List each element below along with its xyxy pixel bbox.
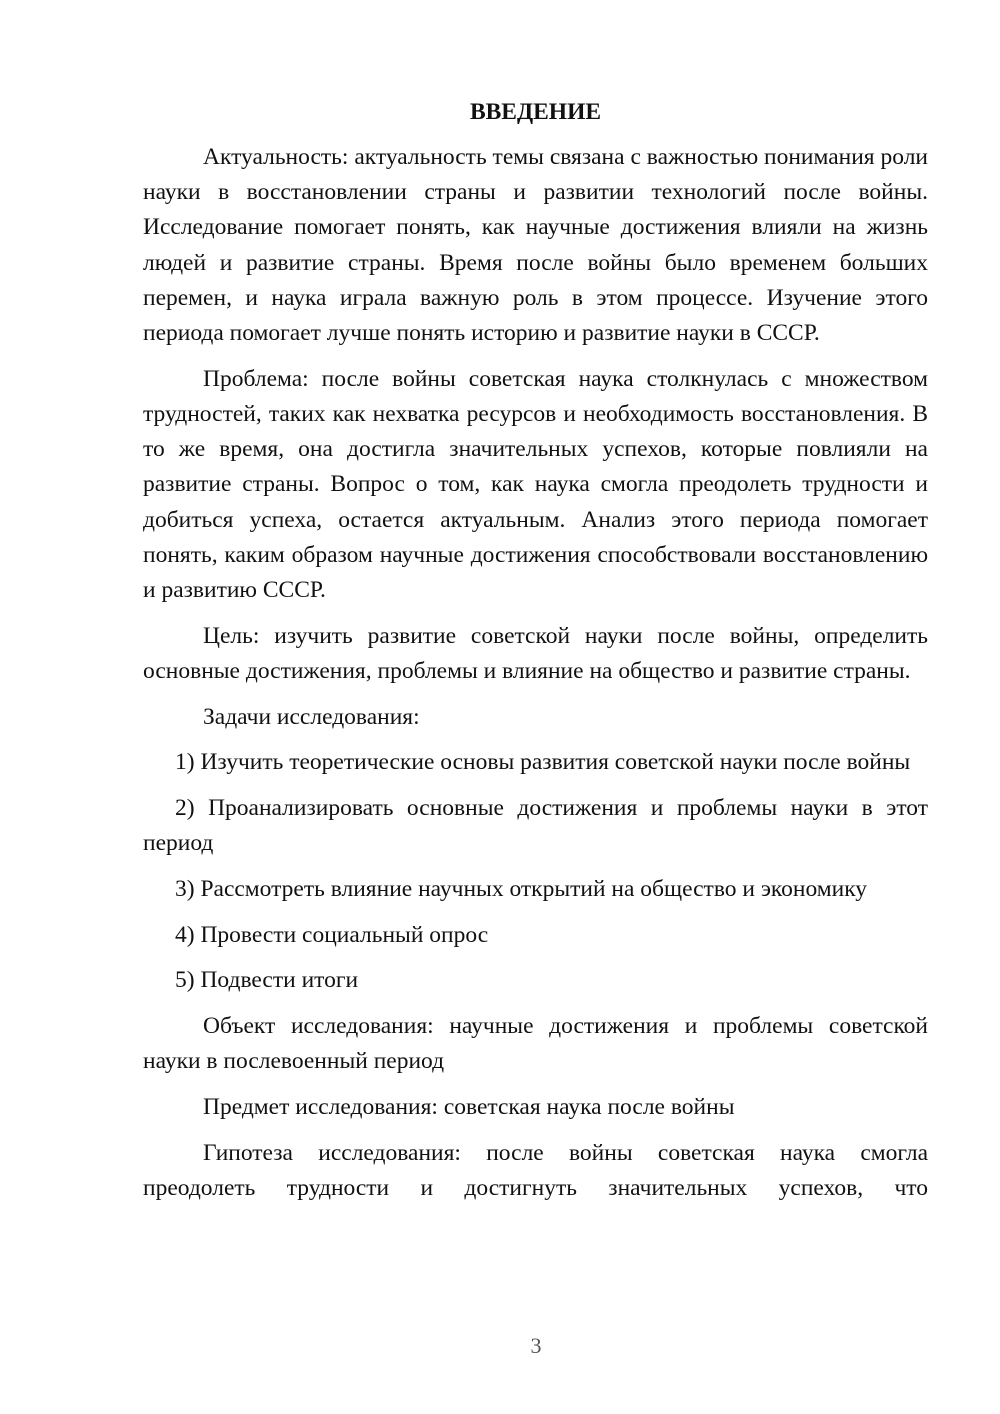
problem-paragraph: Проблема: после войны советская наука столкнулась с множеством трудностей, таких как нехватка ресурсов и необходимость восстановления. В то же время, она достигла значительных успехов, которые повлияли на развитие страны. Вопрос о том, как наука смогла преодолеть трудности и добиться успеха, остается актуальным. Анализ этого периода помогает понять, каким образом научные достижения способствовали восстановлению и развитию СССР.: [143, 365, 928, 603]
tasks-heading: Задачи исследования:: [203, 703, 420, 730]
goal-paragraph: Цель: изучить развитие советской науки после войны, определить основные достижения, проблемы и влияние на общество и развитие страны.: [143, 622, 928, 684]
task-item-1: 1) Изучить теоретические основы развития советской науки после войны: [175, 749, 911, 776]
subject-paragraph: Предмет исследования: советская наука после войны: [203, 1093, 735, 1120]
task-item-3: 3) Рассмотреть влияние научных открытий на общество и экономику: [175, 875, 868, 902]
task-item-4: 4) Провести социальный опрос: [175, 921, 489, 948]
page-number: 3: [530, 1333, 542, 1358]
task-item-2: 2) Проанализировать основные достижения и проблемы науки в этот период: [143, 794, 928, 857]
object-paragraph: Объект исследования: научные достижения и проблемы советской науки в послевоенный период: [143, 1012, 928, 1075]
task-item-5: 5) Подвести итоги: [175, 967, 359, 994]
section-title: ВВЕДЕНИЕ: [469, 99, 602, 125]
relevance-paragraph: Актуальность: актуальность темы связана с важностью понимания роли науки в восстановлении страны и развитии технологий после войны. Исследование помогает понять, как научные достижения влияли на жизнь людей и развитие страны. Время после войны было временем больших перемен, и наука играла важную роль в этом процессе. Изучение этого периода помогает лучше понять историю и развитие науки в СССР.: [143, 144, 928, 347]
page-content: [143, 96, 928, 1206]
hypothesis-paragraph: Гипотеза исследования: после войны советская наука смогла преодолеть трудности и достигнуть значительных успехов, что: [143, 1139, 928, 1201]
